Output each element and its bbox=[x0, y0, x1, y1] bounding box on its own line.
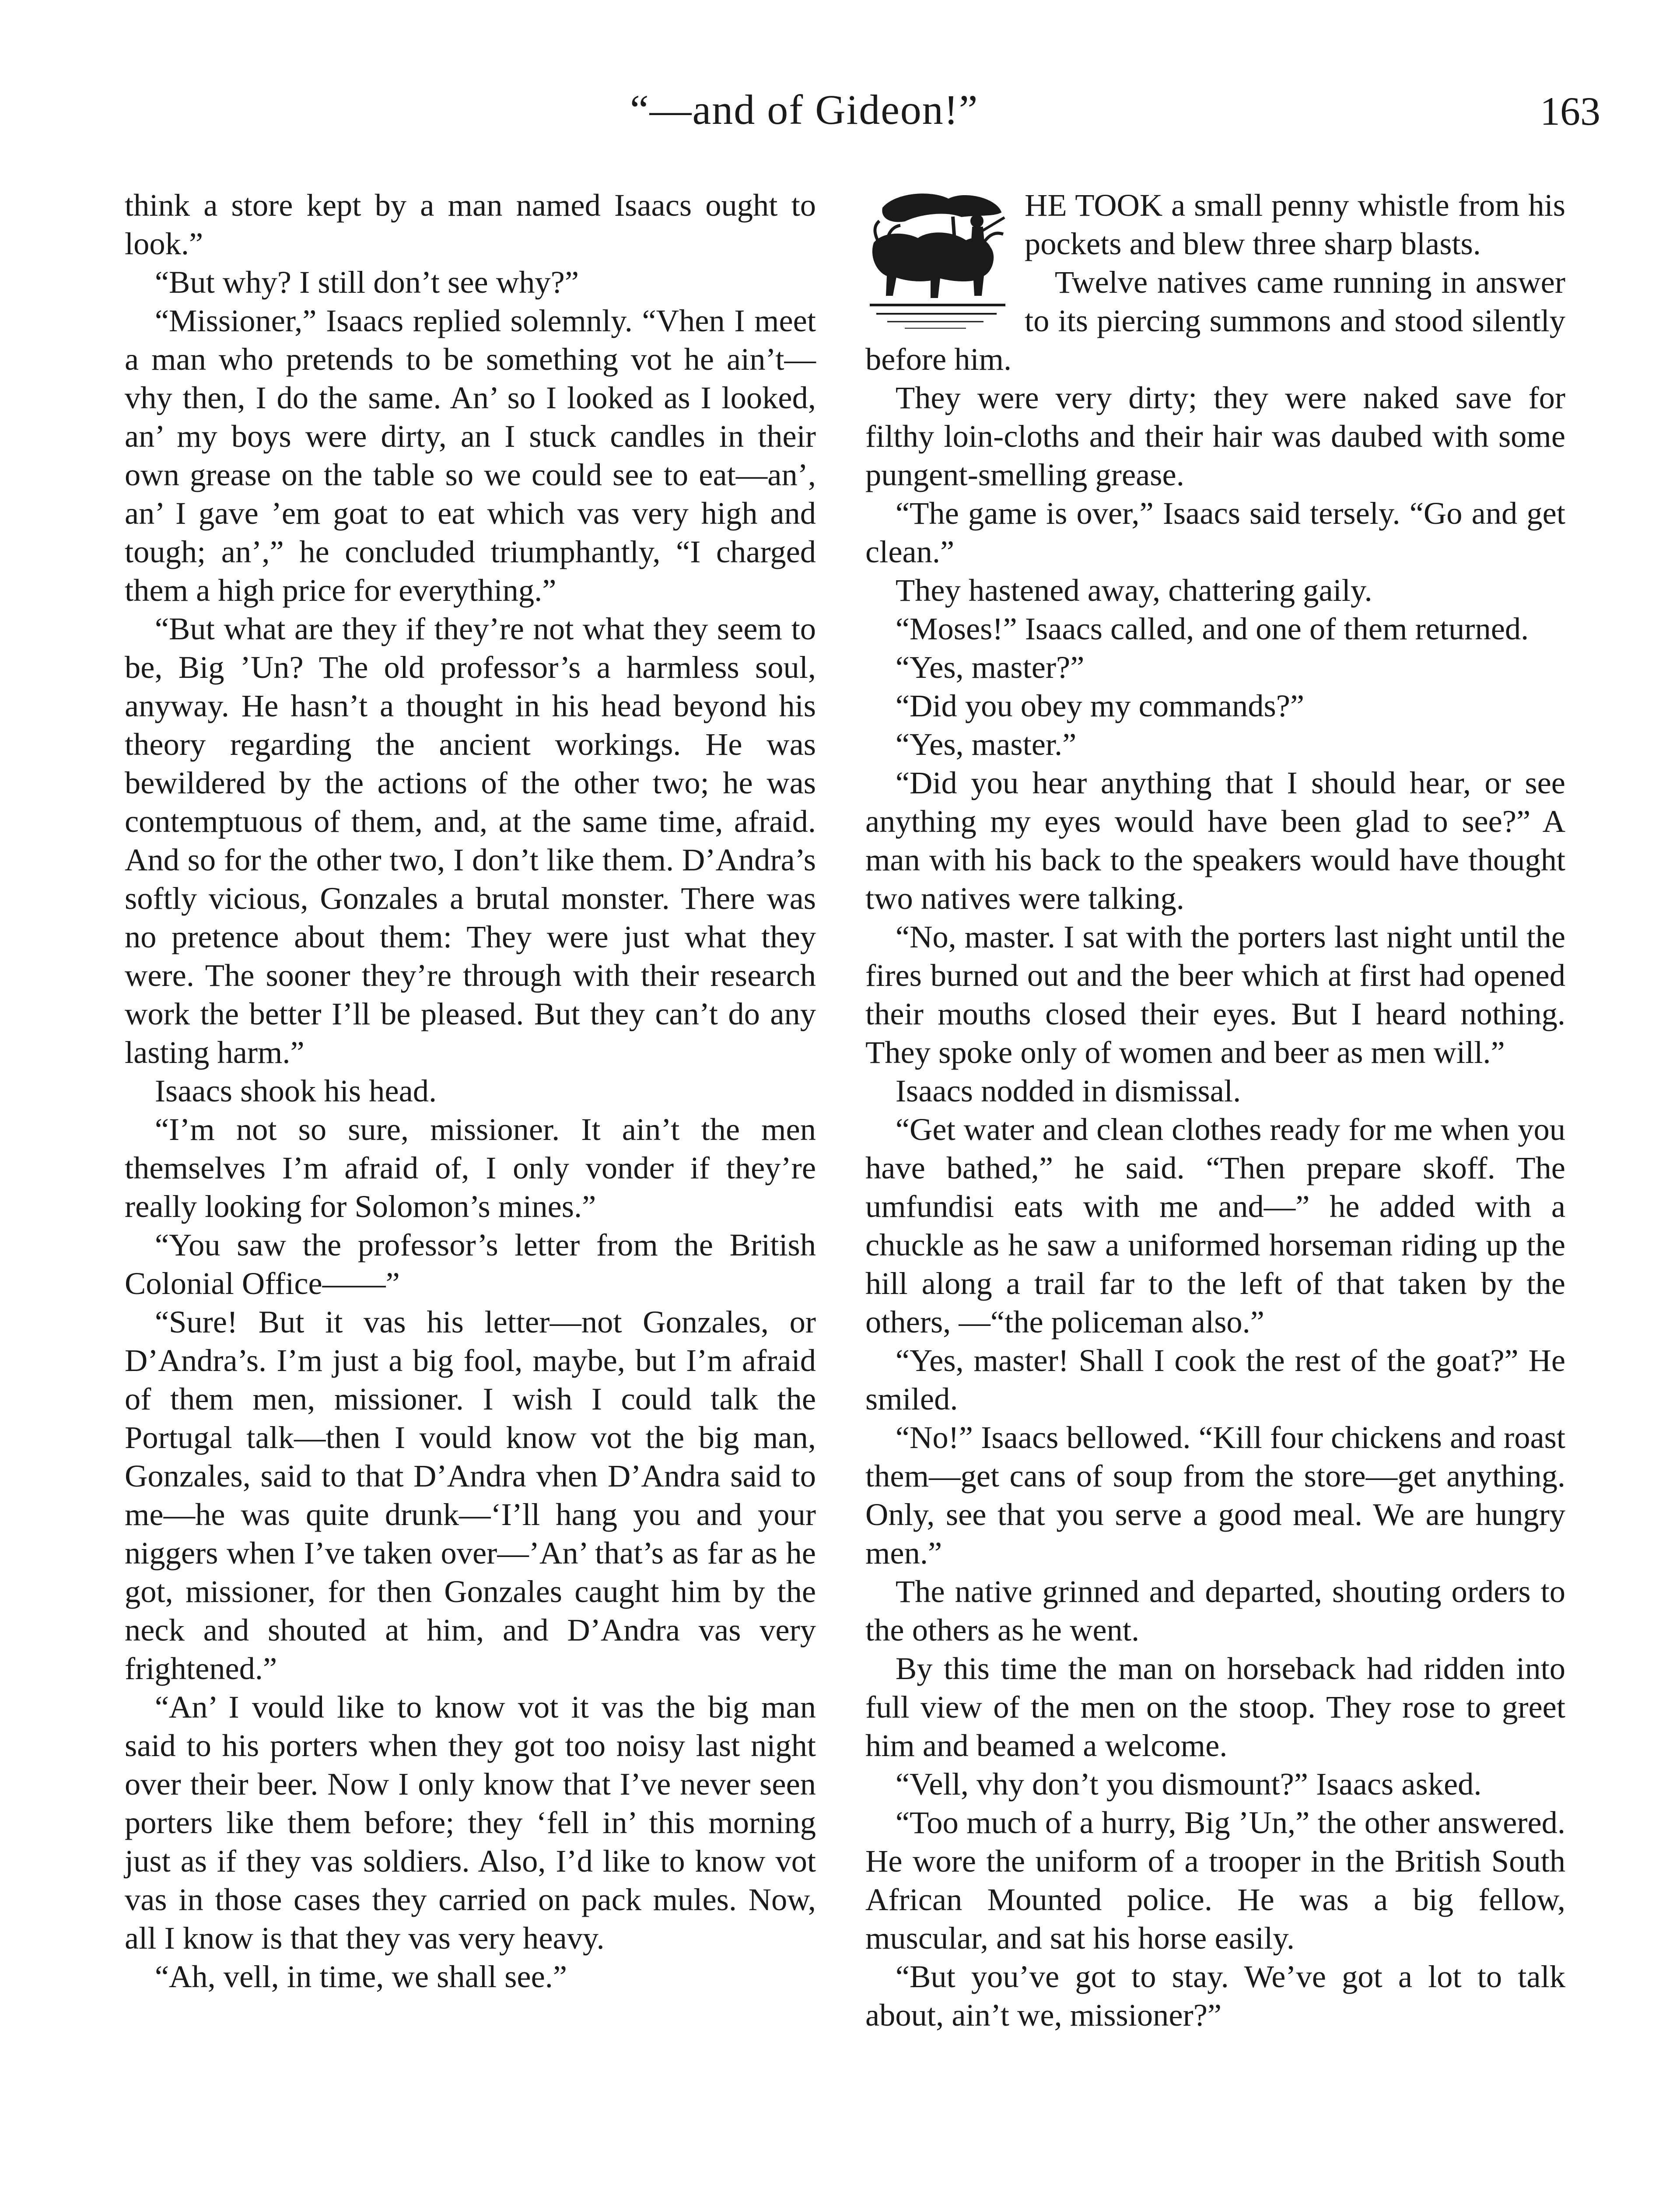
paragraph: “Too much of a hurry, Big ’Un,” the other answered. He wore the uniform of a trooper in the British South African Mounted police. He was a big fellow, muscular, and sat his horse easily. bbox=[865, 1805, 1565, 1956]
paragraph: “No!” Isaacs bellowed. “Kill four chickens and roast them—get cans of soup from the store—get anything. Only, see that you serve a good meal. We are hungry men.” bbox=[865, 1420, 1565, 1571]
paragraph: “Yes, master?” bbox=[895, 649, 1085, 685]
paragraph: “Sure! But it vas his letter—not Gonzales, or D’Andra’s. I’m just a big fool, maybe, but I’m afraid of them men, missioner. I wish I could talk the Portugal talk—then I vould know vot the big man, Gonzales, said to that D’Andra vhen D’Andra said to me—he was quite drunk—‘I’ll hang you and your niggers when I’ve taken over—’An’ that’s as far as he got, missioner, for then Gonzales caught him by the neck and shouted at him, and D’Andra vas very frightened.” bbox=[125, 1304, 816, 1686]
paragraph: “But you’ve got to stay. We’ve got a lot to talk about, ain’t we, missioner?” bbox=[865, 1959, 1565, 2033]
paragraph: “Yes, master.” bbox=[895, 726, 1077, 762]
paragraph: “You saw the professor’s letter from the British Colonial Office——” bbox=[125, 1227, 816, 1301]
paragraph: “No, master. I sat with the porters last night until the fires burned out and the beer which at first had opened their mouths closed their eyes. But I heard nothing. They spoke only of women and beer as men will.” bbox=[865, 919, 1565, 1070]
section-opening bbox=[865, 186, 1565, 379]
section-lead: HE TOOK a small penny whistle from his pockets and blew three sharp blasts. bbox=[1025, 187, 1565, 261]
paragraph: They were very dirty; they were naked save for filthy loin-cloths and their hair was daubed with some pungent-smelling grease. bbox=[865, 380, 1565, 492]
paragraph: think a store kept by a man named Isaacs ought to look.” bbox=[125, 187, 816, 261]
right-column bbox=[865, 186, 1565, 2034]
paragraph: “Vell, vhy don’t you dismount?” Isaacs asked. bbox=[895, 1766, 1482, 1802]
page-number: 163 bbox=[1540, 89, 1600, 133]
paragraph: “The game is over,” Isaacs said tersely. “Go and get clean.” bbox=[865, 495, 1565, 569]
page-header bbox=[0, 85, 1680, 142]
paragraph: “Yes, master! Shall I cook the rest of the goat?” He smiled. bbox=[865, 1343, 1565, 1417]
paragraph: “But what are they if they’re not what they seem to be, Big ’Un? The old professor’s a harmless soul, anyway. He hasn’t a thought in his head beyond his theory regarding the ancient workings. He was bewildered by the actions of the other two; he was contemptuous of them, and, at the same time, afraid. And so for the other two, I don’t like them. D’Andra’s softly vicious, Gonzales a brutal monster. There was no pretence about them: They were just what they were. The sooner they’re through with their research work the better I’ll be pleased. But they can’t do any lasting harm.” bbox=[125, 611, 816, 1070]
paragraph: The native grinned and departed, shouting orders to the others as he went. bbox=[865, 1574, 1565, 1648]
paragraph: “Did you obey my commands?” bbox=[895, 688, 1305, 723]
paragraph: “An’ I vould like to know vot it vas the big man said to his porters when they got too noisy last night over their beer. Now I only know that I’ve never seen porters like them before; they ‘fell in’ this morning just as if they vas soldiers. Also, I’d like to know vot vas in those cases they carried on pack mules. Now, all I know is that they vas very heavy. bbox=[125, 1689, 816, 1956]
running-title: “—and of Gideon!” bbox=[630, 86, 979, 133]
paragraph: By this time the man on horseback had ridden into full view of the men on the stoop. They rose to greet him and beamed a welcome. bbox=[865, 1651, 1565, 1763]
paragraph: “Ah, vell, in time, we shall see.” bbox=[154, 1959, 567, 1994]
paragraph: “Get water and clean clothes ready for me when you have bathed,” he said. “Then prepare skoff. The umfundisi eats with me and—” he added with a chuckle as he saw a uniformed horseman riding up the hill along a trail far to the left of that taken by the others, —“the policeman also.” bbox=[865, 1112, 1565, 1339]
paragraph: “But why? I still don’t see why?” bbox=[154, 264, 579, 300]
paragraph: Isaacs shook his head. bbox=[154, 1073, 437, 1108]
paragraph: They hastened away, chattering gaily. bbox=[895, 572, 1372, 608]
hunter-and-animals-vignette-icon bbox=[865, 190, 1010, 330]
paragraph: Twelve natives came running in answer to its piercing summons and stood silently before him. bbox=[865, 264, 1565, 377]
paragraph: “I’m not so sure, missioner. It ain’t the men themselves I’m afraid of, I only vonder if they’re really looking for Solomon’s mines.” bbox=[125, 1112, 816, 1224]
left-column bbox=[125, 186, 816, 1996]
paragraph: “Moses!” Isaacs called, and one of them returned. bbox=[895, 611, 1529, 646]
paragraph: “Missioner,” Isaacs replied solemnly. “Vhen I meet a man who pretends to be something vot he ain’t—vhy then, I do the same. An’ so I looked as I looked, an’ my boys were dirty, an I stuck candles in their own grease on the table so we could see to eat—an’, an’ I gave ’em goat to eat which vas very high and tough; an’,” he concluded triumphantly, “I charged them a high price for everything.” bbox=[125, 303, 816, 608]
paragraph: “Did you hear anything that I should hear, or see anything my eyes would have been glad to see?” A man with his back to the speakers would have thought two natives were talking. bbox=[865, 765, 1565, 916]
paragraph: Isaacs nodded in dismissal. bbox=[895, 1073, 1241, 1108]
